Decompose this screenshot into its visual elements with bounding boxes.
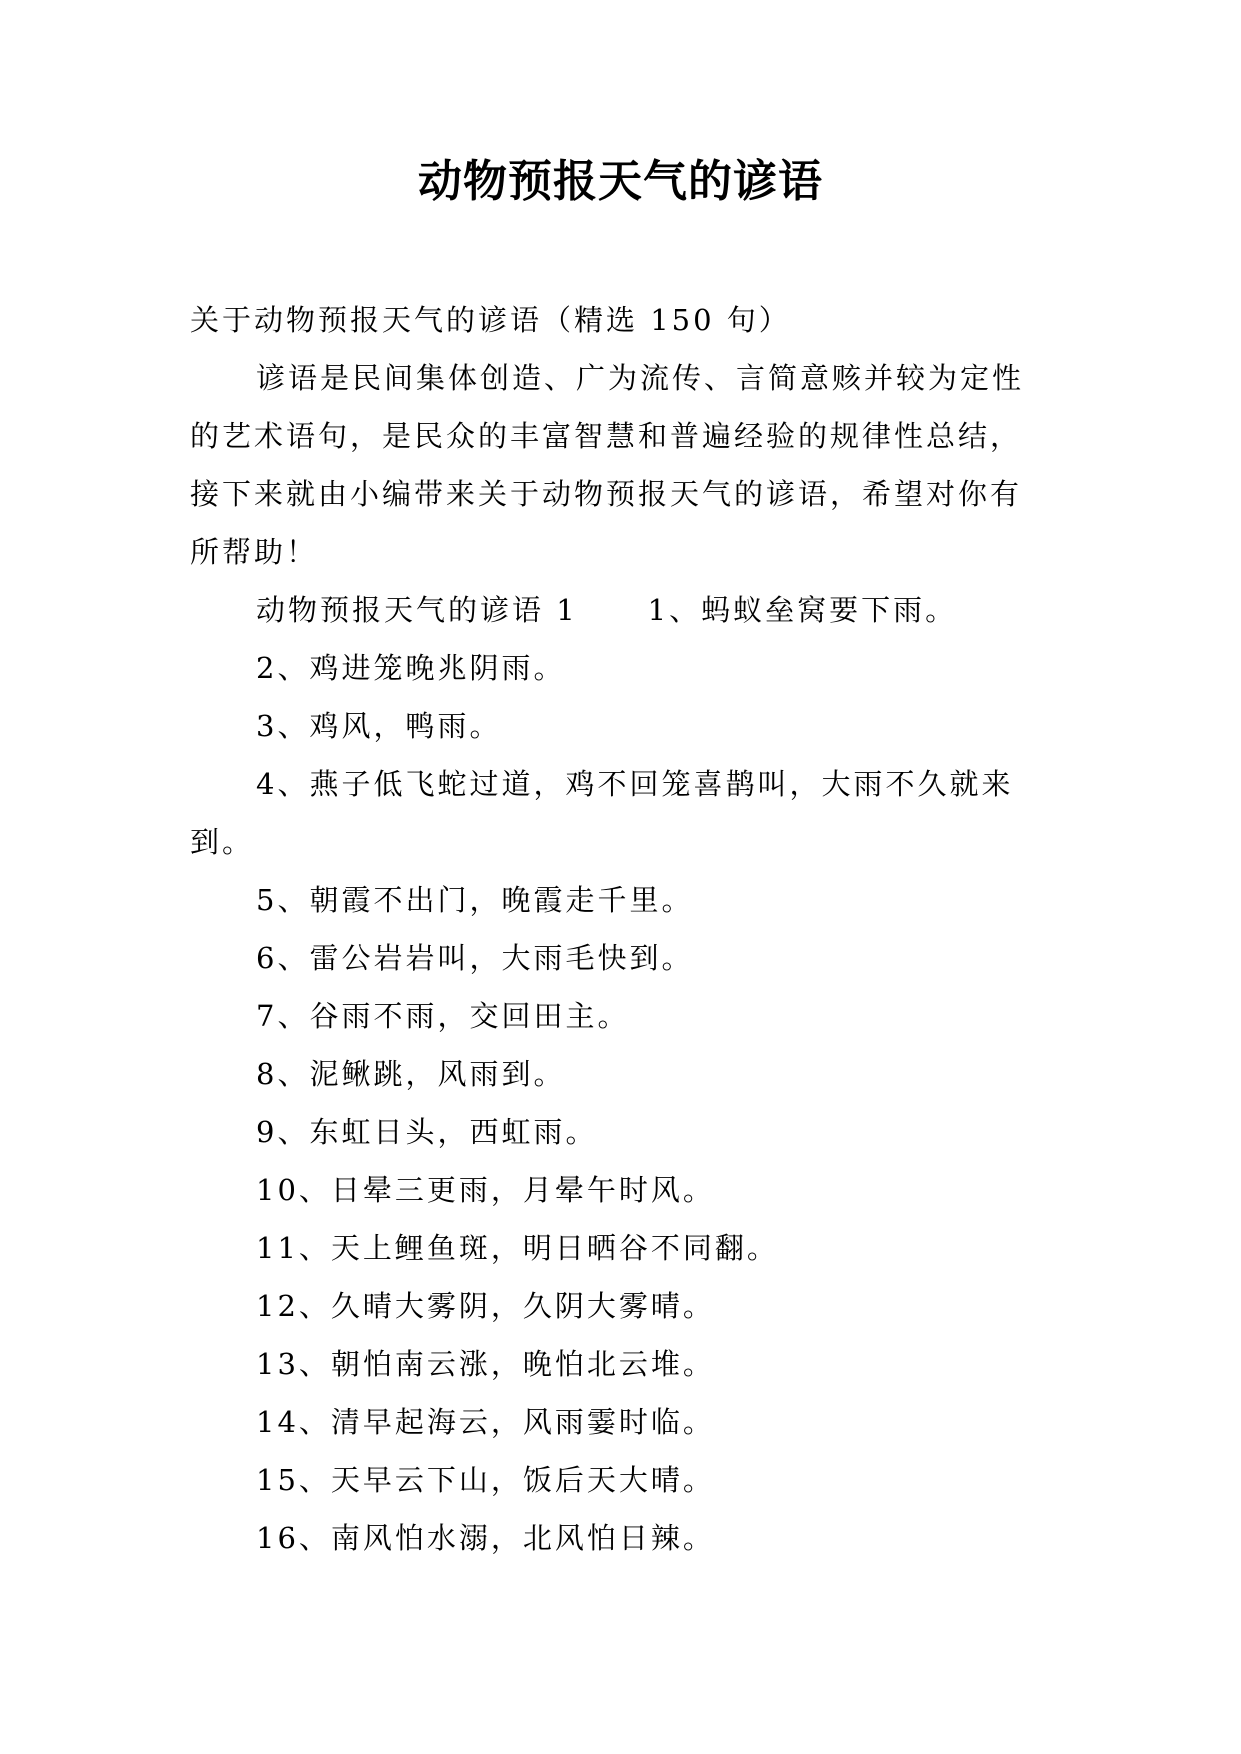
list-item: 13、朝怕南云涨，晚怕北云堆。 bbox=[256, 1347, 715, 1381]
list-item: 7、谷雨不雨，交回田主。 bbox=[256, 999, 630, 1033]
list-item: 12、久晴大雾阴，久阴大雾晴。 bbox=[256, 1289, 715, 1323]
subtitle-line: 关于动物预报天气的谚语（精选 150 句） bbox=[190, 303, 791, 337]
section-heading-line bbox=[190, 581, 1060, 639]
document-body bbox=[190, 291, 1060, 1567]
list-item: 5、朝霞不出门，晚霞走千里。 bbox=[256, 883, 694, 917]
list-item: 1、蚂蚁垒窝要下雨。 bbox=[647, 593, 958, 627]
intro-line: 接下来就由小编带来关于动物预报天气的谚语，希望对你有 bbox=[190, 477, 1023, 511]
section-heading: 动物预报天气的谚语 1 bbox=[256, 593, 578, 627]
list-item: 8、泥鳅跳，风雨到。 bbox=[256, 1057, 566, 1091]
intro-line: 的艺术语句，是民众的丰富智慧和普遍经验的规律性总结， bbox=[190, 419, 1023, 453]
list-item: 2、鸡进笼晚兆阴雨。 bbox=[256, 651, 566, 685]
list-item: 6、雷公岩岩叫，大雨毛快到。 bbox=[256, 941, 694, 975]
document-title: 动物预报天气的谚语 bbox=[418, 156, 823, 207]
intro-line: 谚语是民间集体创造、广为流传、言简意赅并较为定性 bbox=[256, 361, 1025, 395]
list-item: 16、南风怕水溺，北风怕日辣。 bbox=[256, 1521, 715, 1555]
list-item: 15、天早云下山，饭后天大晴。 bbox=[256, 1463, 715, 1497]
list-item: 10、日晕三更雨，月晕午时风。 bbox=[256, 1173, 715, 1207]
list-item: 9、东虹日头，西虹雨。 bbox=[256, 1115, 598, 1149]
list-item: 11、天上鲤鱼斑，明日晒谷不同翻。 bbox=[256, 1231, 779, 1265]
list-item: 4、燕子低飞蛇过道，鸡不回笼喜鹊叫，大雨不久就来 bbox=[256, 767, 1014, 801]
list-item: 3、鸡风，鸭雨。 bbox=[256, 709, 502, 743]
list-item-continuation: 到。 bbox=[190, 825, 255, 859]
list-item: 14、清早起海云，风雨霎时临。 bbox=[256, 1405, 715, 1439]
intro-line: 所帮助！ bbox=[190, 535, 319, 569]
